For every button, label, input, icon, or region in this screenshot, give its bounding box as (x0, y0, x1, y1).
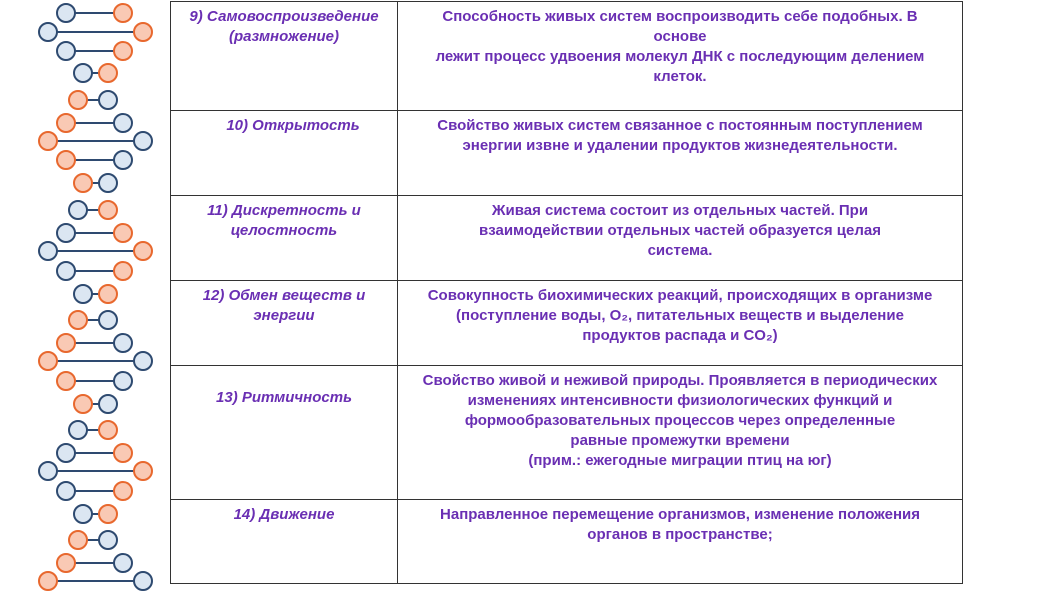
table-row (171, 500, 963, 584)
dna-rung (57, 262, 132, 280)
dna-rung (57, 4, 132, 22)
property-description: Свойство живой и неживой природы. Проявляется в периодических изменениях интенсивности физиологических функций и формообразовательных процессов через определенные равные промежутки времени (прим.: ежегодные миграции птиц на юг) (398, 366, 963, 500)
dna-nucleotide (114, 114, 132, 132)
property-description: Направленное перемещение организмов, изменение положения органов в пространстве; (398, 500, 963, 584)
dna-nucleotide (57, 262, 75, 280)
dna-nucleotide (69, 421, 87, 439)
table-row (171, 196, 963, 281)
dna-nucleotide (99, 91, 117, 109)
dna-rung (57, 554, 132, 572)
dna-nucleotide (114, 444, 132, 462)
dna-nucleotide (99, 174, 117, 192)
dna-nucleotide (69, 531, 87, 549)
dna-rung (69, 421, 117, 439)
dna-nucleotide (134, 352, 152, 370)
dna-rung (57, 482, 132, 500)
dna-nucleotide (39, 132, 57, 150)
dna-nucleotide (57, 444, 75, 462)
table-row (171, 111, 963, 196)
property-description: Способность живых систем воспроизводить себе подобных. В основе лежит процесс удвоения молекул ДНК с последующим делением клеток. (398, 2, 963, 111)
dna-nucleotide (134, 242, 152, 260)
dna-nucleotide (114, 224, 132, 242)
dna-rung (57, 151, 132, 169)
dna-nucleotide (99, 531, 117, 549)
dna-rung (69, 91, 117, 109)
dna-nucleotide (57, 554, 75, 572)
dna-nucleotide (114, 482, 132, 500)
dna-nucleotide (57, 151, 75, 169)
dna-rung (69, 201, 117, 219)
dna-rung (57, 42, 132, 60)
dna-nucleotide (57, 334, 75, 352)
dna-nucleotide (134, 462, 152, 480)
dna-rung (74, 505, 117, 523)
dna-nucleotide (99, 505, 117, 523)
dna-rung (74, 174, 117, 192)
dna-rung (39, 462, 152, 480)
dna-rung (57, 334, 132, 352)
dna-nucleotide (99, 395, 117, 413)
dna-nucleotide (99, 201, 117, 219)
dna-nucleotide (114, 554, 132, 572)
dna-nucleotide (57, 372, 75, 390)
dna-nucleotide (99, 311, 117, 329)
dna-rung (74, 395, 117, 413)
dna-rung (39, 132, 152, 150)
property-name: 12) Обмен веществ и энергии (171, 281, 398, 366)
dna-nucleotide (39, 23, 57, 41)
dna-rung (39, 23, 152, 41)
dna-nucleotide (39, 462, 57, 480)
dna-nucleotide (39, 242, 57, 260)
table-row (171, 2, 963, 111)
dna-nucleotide (99, 285, 117, 303)
dna-rung (57, 114, 132, 132)
table-row (171, 281, 963, 366)
dna-nucleotide (114, 42, 132, 60)
dna-rung (74, 64, 117, 82)
dna-rung (39, 242, 152, 260)
properties-table (170, 1, 963, 584)
dna-nucleotide (69, 91, 87, 109)
dna-nucleotide (114, 372, 132, 390)
property-name: 9) Самовоспроизведение (размножение) (171, 2, 398, 111)
dna-nucleotide (57, 42, 75, 60)
dna-rung (74, 285, 117, 303)
property-description: Свойство живых систем связанное с постоянным поступлением энергии извне и удалении продуктов жизнедеятельности. (398, 111, 963, 196)
dna-nucleotide (69, 201, 87, 219)
dna-nucleotide (114, 262, 132, 280)
dna-nucleotide (134, 572, 152, 590)
dna-decoration (30, 0, 160, 595)
dna-nucleotide (134, 132, 152, 150)
dna-nucleotide (57, 482, 75, 500)
dna-nucleotide (57, 114, 75, 132)
dna-nucleotide (74, 505, 92, 523)
dna-rung (69, 311, 117, 329)
table-row (171, 366, 963, 500)
dna-rung (39, 352, 152, 370)
property-name: 11) Дискретность и целостность (171, 196, 398, 281)
property-name: 13) Ритмичность (171, 366, 398, 500)
property-description: Живая система состоит из отдельных частей. При взаимодействии отдельных частей образуется целая система. (398, 196, 963, 281)
dna-nucleotide (74, 64, 92, 82)
dna-nucleotide (57, 224, 75, 242)
dna-nucleotide (39, 572, 57, 590)
dna-nucleotide (74, 285, 92, 303)
property-name: 10) Открытость (171, 111, 398, 196)
dna-nucleotide (57, 4, 75, 22)
property-name: 14) Движение (171, 500, 398, 584)
dna-rung (57, 372, 132, 390)
dna-nucleotide (74, 395, 92, 413)
dna-nucleotide (74, 174, 92, 192)
dna-rung (57, 224, 132, 242)
dna-nucleotide (114, 151, 132, 169)
dna-nucleotide (134, 23, 152, 41)
dna-nucleotide (69, 311, 87, 329)
dna-nucleotide (39, 352, 57, 370)
dna-nucleotide (114, 4, 132, 22)
dna-nucleotide (114, 334, 132, 352)
dna-rung (69, 531, 117, 549)
dna-rung (39, 572, 152, 590)
property-description: Совокупность биохимических реакций, происходящих в организме (поступление воды, O₂, питательных веществ и выделение продуктов распада и CO₂) (398, 281, 963, 366)
dna-nucleotide (99, 64, 117, 82)
dna-rung (57, 444, 132, 462)
dna-nucleotide (99, 421, 117, 439)
